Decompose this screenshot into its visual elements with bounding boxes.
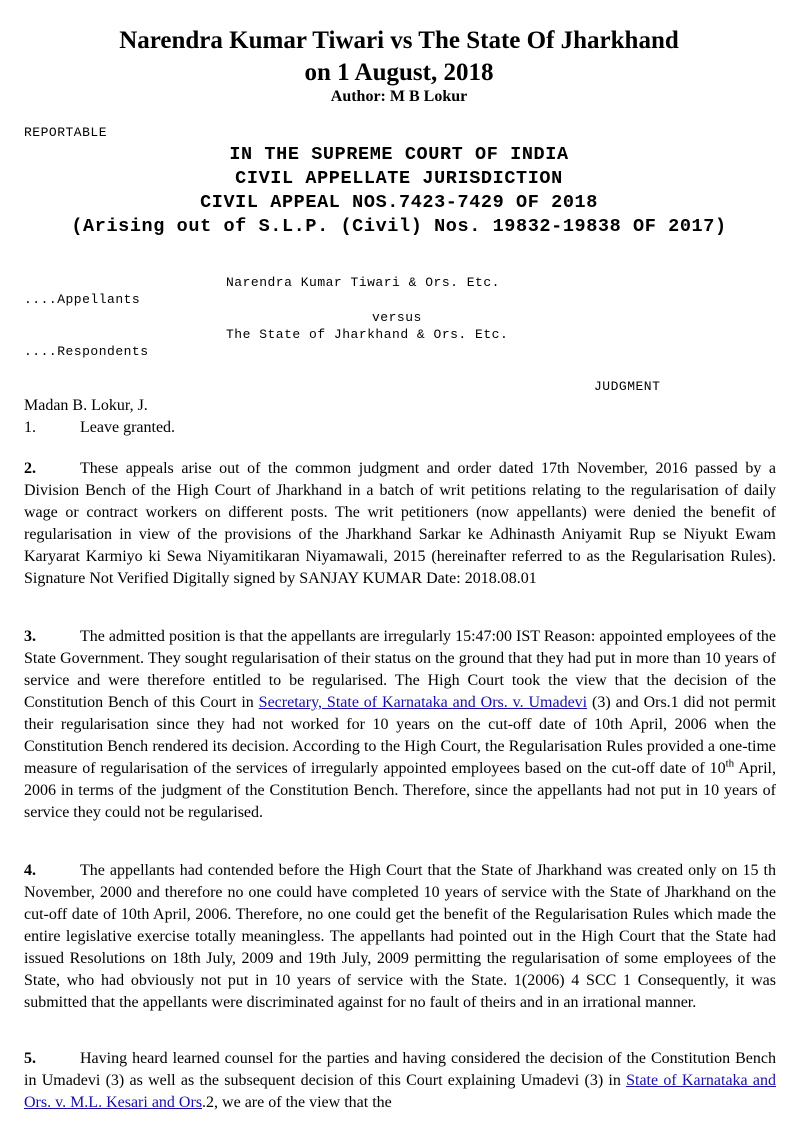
paragraph-number: 2. (24, 460, 36, 477)
kesari-case-link[interactable]: State of Karnataka and Ors. v. M.L. Kesari and Ors (24, 1072, 776, 1111)
slp-number: (Arising out of S.L.P. (Civil) Nos. 19832-19838 OF 2017) (71, 216, 727, 237)
versus-label: versus (372, 310, 422, 325)
superscript: th (725, 757, 735, 770)
paragraph-text: Leave granted. (80, 419, 176, 436)
paragraph-number: 4. (24, 862, 36, 879)
paragraph-number: 1. (24, 419, 36, 436)
respondents-label: ....Respondents (24, 344, 149, 359)
paragraph-text: The admitted position is that the appellants are irregularly 15:47:00 IST Reason: appointed employees of the State Government. They sought regularisation of their status on the ground that they had put in more than 10 years of service and were therefore entitled to be regularised. The High Court took the view that the decision of the Constitution Bench of this Court in (24, 628, 776, 711)
judge-name: Madan B. Lokur, J. (24, 397, 148, 414)
paragraph-text: (3) and Ors.1 did not permit their regularisation since they had not worked for 10 years on the cut-off date of 10th April, 2006 when the Constitution Bench rendered its decision. According to the High Court, the Regularisation Rules provided a one-time measure of regularisation of the services of irregularly appointed employees based on the cut-off date of 10 (24, 694, 776, 777)
appeal-number: CIVIL APPEAL NOS.7423-7429 OF 2018 (200, 192, 598, 213)
paragraph-number: 3. (24, 628, 36, 645)
paragraph-number: 5. (24, 1050, 36, 1067)
paragraph-text: April, 2006 in terms of the judgment of the Constitution Bench. Therefore, since the appellants had not put in 10 years of service they could not be regularised. (24, 760, 777, 821)
author: Author: M B Lokur (330, 88, 468, 105)
paragraph-4 (24, 860, 776, 1014)
paragraph-text: The appellants had contended before the High Court that the State of Jharkhand was created only on 15 th November, 2000 and therefore no one could have completed 10 years of service with the State of Jharkhand on the cut-off date of 10th April, 2006. Therefore, no one could get the benefit of the Regularisation Rules which made the entire legislative exercise totally meaningless. The appellants had pointed out in the High Court that the State had issued Resolutions on 18th July, 2009 and 19th July, 2009 permitting the regularisation of some employees of the State, who had obviously not put in 10 years of service with the State. 1(2006) 4 SCC 1 Consequently, it was submitted that the appellants were discriminated against for no fault of theirs and in an irrational manner. (24, 862, 776, 1011)
respondent-names: The State of Jharkhand & Ors. Etc. (226, 327, 509, 342)
paragraph-text: .2, we are of the view that the (202, 1094, 392, 1111)
paragraph-5 (24, 1048, 776, 1114)
appellant-names: Narendra Kumar Tiwari & Ors. Etc. (226, 275, 500, 290)
appellants-label: ....Appellants (24, 292, 141, 307)
umadevi-case-link[interactable]: Secretary, State of Karnataka and Ors. v. Umadevi (258, 694, 588, 711)
jurisdiction: CIVIL APPELLATE JURISDICTION (235, 168, 563, 189)
reportable-label: REPORTABLE (24, 125, 108, 140)
paragraph-1 (24, 417, 776, 439)
court-name: IN THE SUPREME COURT OF INDIA (229, 144, 569, 165)
document-title-line1: Narendra Kumar Tiwari vs The State Of Jharkhand (119, 27, 679, 54)
paragraph-2 (24, 458, 776, 590)
judgment-label: JUDGMENT (594, 379, 661, 394)
document-title-line2: on 1 August, 2018 (304, 59, 494, 86)
paragraph-3 (24, 626, 776, 824)
paragraph-text: Having heard learned counsel for the parties and having considered the decision of the Constitution Bench in Umadevi (3) as well as the subsequent decision of this Court explaining Umadevi (3) in (24, 1050, 776, 1089)
paragraph-text: These appeals arise out of the common judgment and order dated 17th November, 2016 passed by a Division Bench of the High Court of Jharkhand in a batch of writ petitions relating to the regularisation of daily wage or contract workers on different posts. The writ petitioners (now appellants) were denied the benefit of regularisation in view of the provisions of the Jharkhand Sarkar ke Adhinasth Aniyamit Rup se Niyukt Ewam Karyarat Karmiyo ki Sewa Niyamitikaran Niyamawali, 2015 (hereinafter referred to as the Regularisation Rules). Signature Not Verified Digitally signed by SANJAY KUMAR Date: 2018.08.01 (24, 460, 776, 587)
